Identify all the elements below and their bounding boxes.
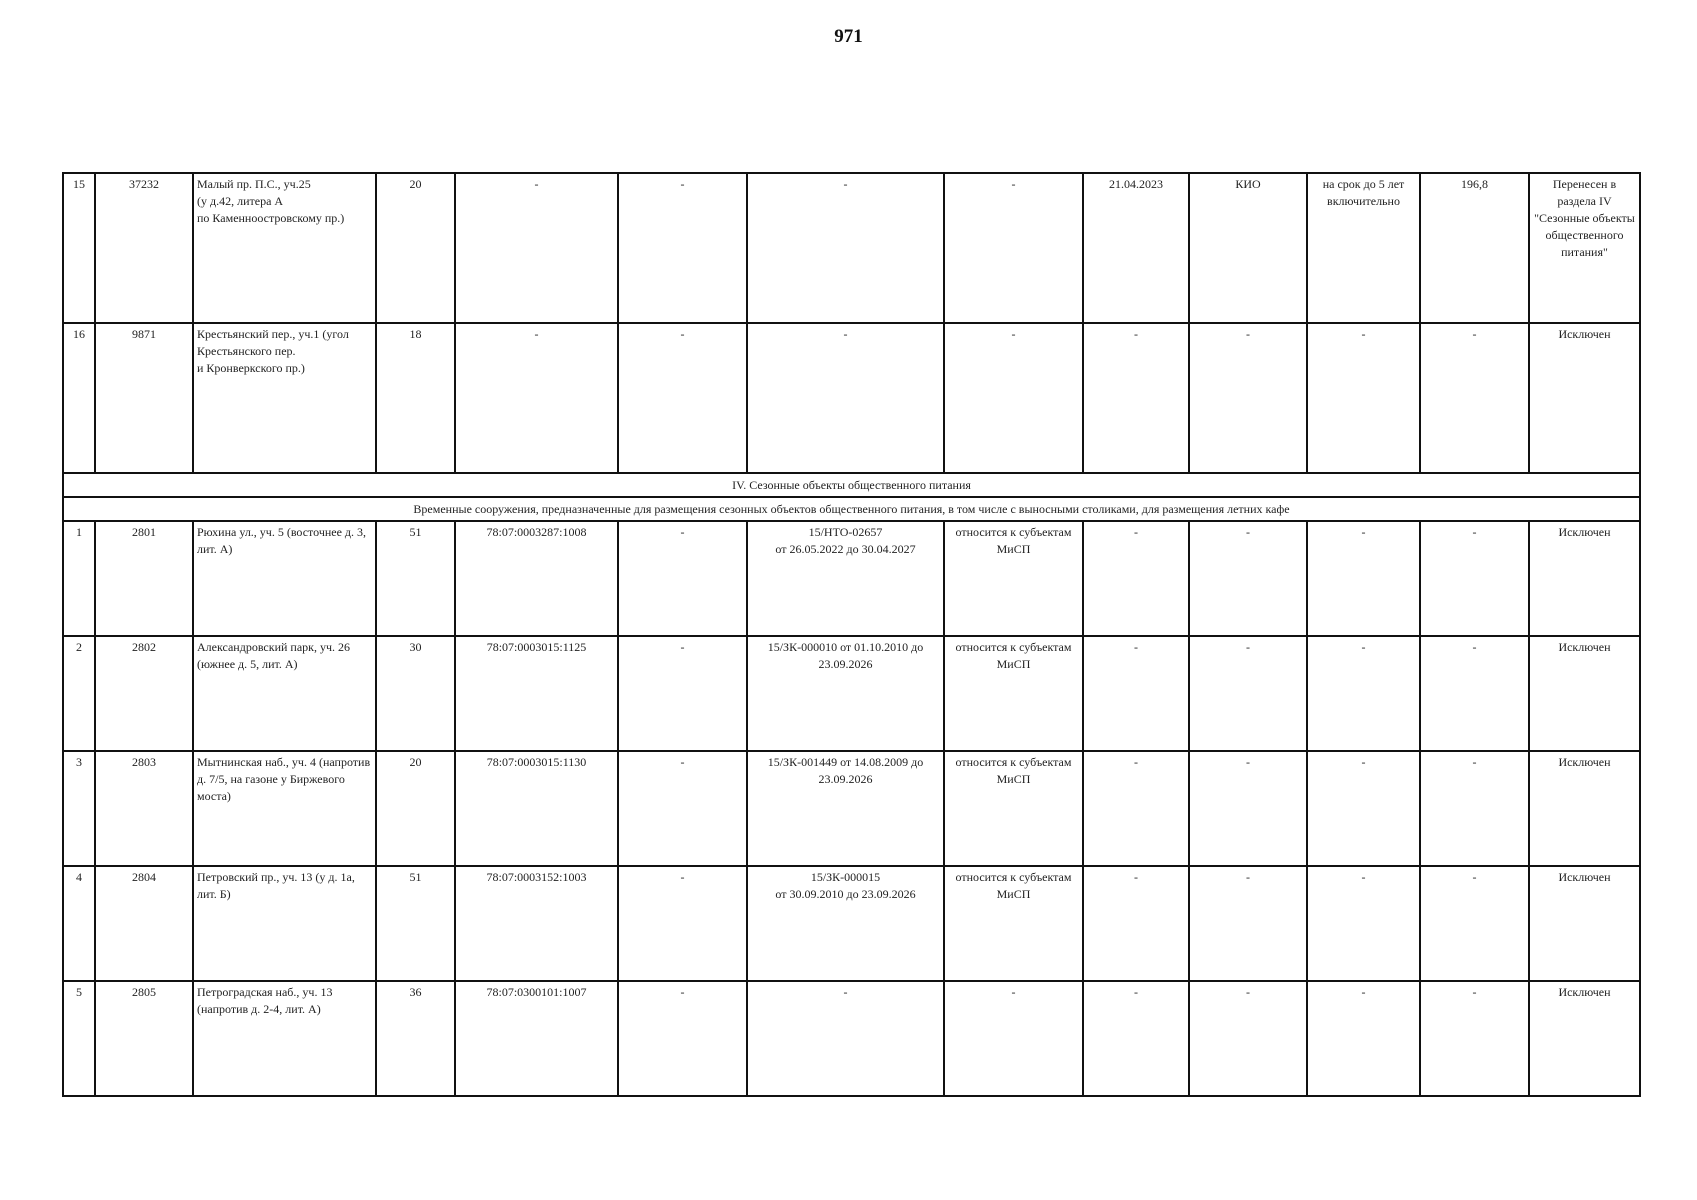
cell-cadastral-number: 78:07:0003287:1008	[455, 521, 618, 636]
cell-column-6: -	[618, 751, 747, 866]
cell-address: Малый пр. П.С., уч.25 (у д.42, литера А по Каменноостровскому пр.)	[193, 173, 376, 323]
cell-contract: -	[747, 981, 944, 1096]
table-body-lower	[63, 521, 1640, 1096]
cell-object-code: 37232	[95, 173, 193, 323]
cell-address: Александровский парк, уч. 26 (южнее д. 5, лит. А)	[193, 636, 376, 751]
cell-column-6: -	[618, 173, 747, 323]
cell-object-code: 9871	[95, 323, 193, 473]
cell-date: -	[1083, 521, 1189, 636]
cell-date: -	[1083, 866, 1189, 981]
table-row	[63, 866, 1640, 981]
cell-object-code: 2803	[95, 751, 193, 866]
cell-contract: 15/ЗК-001449 от 14.08.2009 до 23.09.2026	[747, 751, 944, 866]
cell-value: -	[1420, 866, 1529, 981]
cell-row-number: 3	[63, 751, 95, 866]
cell-area: 20	[376, 173, 455, 323]
cell-contract: 15/ЗК-000010 от 01.10.2010 до 23.09.2026	[747, 636, 944, 751]
table-row	[63, 323, 1640, 473]
cell-smb-status: относится к субъектам МиСП	[944, 751, 1083, 866]
cell-row-number: 16	[63, 323, 95, 473]
registry-table	[62, 172, 1641, 1097]
cell-area: 36	[376, 981, 455, 1096]
cell-row-number: 2	[63, 636, 95, 751]
cell-term: -	[1307, 521, 1420, 636]
page-number: 971	[834, 26, 863, 47]
cell-smb-status: относится к субъектам МиСП	[944, 521, 1083, 636]
cell-address: Рюхина ул., уч. 5 (восточнее д. 3, лит. А)	[193, 521, 376, 636]
cell-date: -	[1083, 751, 1189, 866]
cell-contract: 15/ЗК-000015 от 30.09.2010 до 23.09.2026	[747, 866, 944, 981]
cell-value: -	[1420, 323, 1529, 473]
cell-cadastral-number: 78:07:0003015:1130	[455, 751, 618, 866]
cell-value: -	[1420, 636, 1529, 751]
cell-organization: -	[1189, 866, 1307, 981]
cell-column-6: -	[618, 323, 747, 473]
cell-note: Исключен	[1529, 866, 1640, 981]
cell-address: Петровский пр., уч. 13 (у д. 1а, лит. Б)	[193, 866, 376, 981]
cell-term: на срок до 5 лет включительно	[1307, 173, 1420, 323]
cell-row-number: 1	[63, 521, 95, 636]
cell-object-code: 2804	[95, 866, 193, 981]
cell-date: -	[1083, 981, 1189, 1096]
cell-column-6: -	[618, 636, 747, 751]
section-title: IV. Сезонные объекты общественного питания	[63, 473, 1640, 497]
cell-date: -	[1083, 636, 1189, 751]
cell-organization: -	[1189, 521, 1307, 636]
cell-value: -	[1420, 981, 1529, 1096]
cell-organization: -	[1189, 981, 1307, 1096]
cell-note: Исключен	[1529, 636, 1640, 751]
cell-cadastral-number: 78:07:0003152:1003	[455, 866, 618, 981]
table-row	[63, 981, 1640, 1096]
table-body-upper	[63, 173, 1640, 473]
cell-value: -	[1420, 521, 1529, 636]
cell-area: 30	[376, 636, 455, 751]
cell-smb-status: относится к субъектам МиСП	[944, 636, 1083, 751]
cell-term: -	[1307, 323, 1420, 473]
cell-area: 51	[376, 521, 455, 636]
cell-smb-status: -	[944, 173, 1083, 323]
cell-column-6: -	[618, 981, 747, 1096]
cell-area: 18	[376, 323, 455, 473]
cell-contract: 15/НТО-02657 от 26.05.2022 до 30.04.2027	[747, 521, 944, 636]
cell-object-code: 2801	[95, 521, 193, 636]
cell-note: Исключен	[1529, 521, 1640, 636]
cell-date: -	[1083, 323, 1189, 473]
cell-row-number: 15	[63, 173, 95, 323]
table-row	[63, 636, 1640, 751]
cell-term: -	[1307, 636, 1420, 751]
cell-date: 21.04.2023	[1083, 173, 1189, 323]
cell-cadastral-number: 78:07:0300101:1007	[455, 981, 618, 1096]
cell-smb-status: -	[944, 323, 1083, 473]
cell-contract: -	[747, 323, 944, 473]
table-row	[63, 173, 1640, 323]
cell-note: Перенесен в раздела IV "Сезонные объекты общественного питания"	[1529, 173, 1640, 323]
cell-term: -	[1307, 751, 1420, 866]
section-header	[63, 473, 1640, 521]
cell-cadastral-number: 78:07:0003015:1125	[455, 636, 618, 751]
cell-area: 51	[376, 866, 455, 981]
cell-smb-status: -	[944, 981, 1083, 1096]
cell-area: 20	[376, 751, 455, 866]
cell-note: Исключен	[1529, 981, 1640, 1096]
cell-value: -	[1420, 751, 1529, 866]
cell-smb-status: относится к субъектам МиСП	[944, 866, 1083, 981]
cell-cadastral-number: -	[455, 323, 618, 473]
cell-organization: -	[1189, 751, 1307, 866]
cell-row-number: 4	[63, 866, 95, 981]
cell-address: Петроградская наб., уч. 13 (напротив д. 2-4, лит. А)	[193, 981, 376, 1096]
cell-address: Мытнинская наб., уч. 4 (напротив д. 7/5, на газоне у Биржевого моста)	[193, 751, 376, 866]
section-subtitle: Временные сооружения, предназначенные для размещения сезонных объектов общественного питания, в том числе с выносными столиками, для размещения летних кафе	[63, 497, 1640, 521]
cell-organization: КИО	[1189, 173, 1307, 323]
cell-organization: -	[1189, 636, 1307, 751]
cell-contract: -	[747, 173, 944, 323]
cell-value: 196,8	[1420, 173, 1529, 323]
table-row	[63, 521, 1640, 636]
cell-note: Исключен	[1529, 751, 1640, 866]
cell-term: -	[1307, 981, 1420, 1096]
table-row	[63, 751, 1640, 866]
cell-row-number: 5	[63, 981, 95, 1096]
cell-note: Исключен	[1529, 323, 1640, 473]
cell-address: Крестьянский пер., уч.1 (угол Крестьянского пер. и Кронверкского пр.)	[193, 323, 376, 473]
cell-object-code: 2805	[95, 981, 193, 1096]
cell-object-code: 2802	[95, 636, 193, 751]
cell-cadastral-number: -	[455, 173, 618, 323]
cell-term: -	[1307, 866, 1420, 981]
cell-organization: -	[1189, 323, 1307, 473]
cell-column-6: -	[618, 521, 747, 636]
cell-column-6: -	[618, 866, 747, 981]
